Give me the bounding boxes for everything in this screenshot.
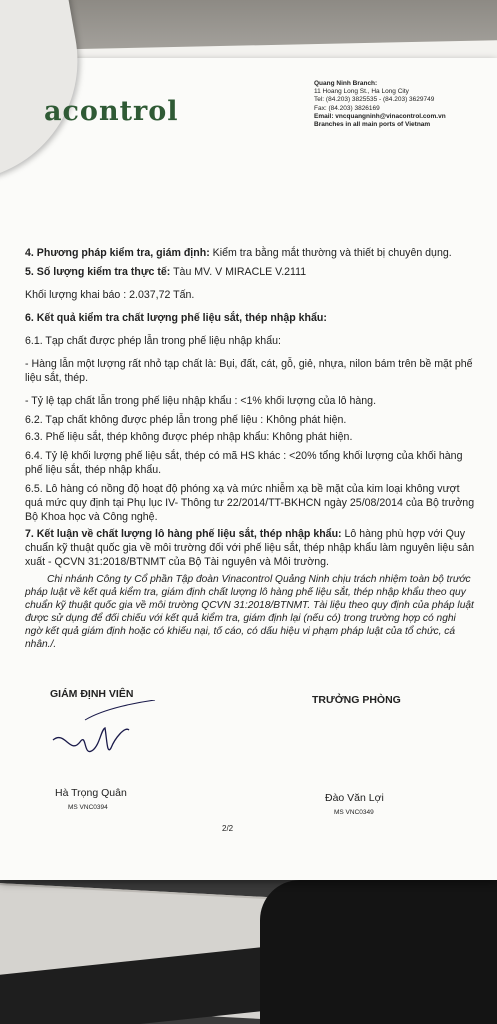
manager-id: MS VNC0349 [334, 809, 374, 816]
section-6-2: 6.2. Tạp chất không được phép lẫn trong phế liệu : Không phát hiện. [25, 414, 347, 426]
section-6-1b: - Tỷ lệ tạp chất lẫn trong phế liệu nhập khẩu : <1% khối lượng của lô hàng. [25, 395, 377, 407]
branch-fax: Fax: (84.203) 3826169 [314, 104, 380, 112]
handwritten-signature [45, 700, 165, 770]
section-6-4: 6.4. Tỷ lệ khối lượng phế liệu sắt, thép có mã HS khác : <20% tổng khối lượng của khối hàng phế liệu sắt, thép nhập khẩu. [25, 450, 463, 476]
section-6-1: 6.1. Tạp chất được phép lẫn trong phế liệu nhập khẩu: [25, 335, 281, 347]
inspector-name: Hà Trọng Quân [55, 787, 127, 799]
inspector-title: GIÁM ĐỊNH VIÊN [50, 688, 134, 700]
section-6-1a: - Hàng lẫn một lượng rất nhỏ tạp chất là: Bụi, đất, cát, gỗ, giẻ, nhựa, nilon bám trên bề mặt phế liệu sắt, thép. [25, 358, 473, 384]
section-5-text: Tàu MV. V MIRACLE V.2111 [170, 266, 307, 278]
section-5 [25, 265, 475, 279]
page-number: 2/2 [222, 824, 234, 833]
branch-address: 11 Hoang Long St., Ha Long City [314, 88, 409, 96]
branch-ports: Branches in all main ports of Vietnam [314, 121, 431, 129]
branch-tel: Tel: (84.203) 3825535 - (84.203) 3629749 [314, 96, 435, 104]
branch-email: Email: vncquangninh@vinacontrol.com.vn [314, 112, 446, 120]
document-body [25, 246, 475, 651]
branch-title: Quang Ninh Branch: [314, 80, 378, 87]
section-7 [25, 527, 475, 569]
section-7-text: Lô hàng phù hợp với Quy chuẩn kỹ thuật quốc gia về môi trường đối với phế liệu sắt, thép nhập khẩu làm nguyên liệu sản xuất - QCVN 31:2018/BTNMT của Bộ Tài nguyên và Môi trường. [25, 528, 475, 568]
section-6-5: 6.5. Lô hàng có nồng độ hoạt độ phóng xạ và mức nhiễm xạ bề mặt của kim loại không vượt quá mức quy định tại Phụ lục IV- Thông tư 22/2014/TT-BKHCN ngày 25/08/2014 của Bộ trưởng Bộ Khoa học và Công nghệ. [25, 483, 475, 523]
section-5-title: 5. Số lượng kiểm tra thực tế: [25, 266, 171, 278]
dark-cloth [260, 880, 497, 1024]
branch-info [314, 80, 446, 129]
manager-name: Đào Văn Lợi [325, 792, 384, 804]
section-6-3: 6.3. Phế liệu sắt, thép không được phép nhập khẩu: Không phát hiện. [25, 431, 353, 443]
manager-title: TRƯỞNG PHÒNG [312, 694, 401, 706]
declared-weight: Khối lượng khai báo : 2.037,72 Tấn. [25, 289, 195, 301]
section-6-title: 6. Kết quả kiểm tra chất lượng phế liệu sắt, thép nhập khẩu: [25, 312, 327, 324]
inspector-id: MS VNC0394 [68, 804, 108, 811]
section-4-title: 4. Phương pháp kiểm tra, giám định: [25, 247, 210, 259]
disclaimer: Chi nhánh Công ty Cổ phần Tập đoàn Vinacontrol Quảng Ninh chịu trách nhiệm toàn bộ trước pháp luật về kết quả kiểm tra, giám định chất lượng lô hàng phế liệu sắt, thép nhập khẩu theo quy chuẩn kỹ thuật quốc gia về môi trường QCVN 31:2018/BTNMT. Tài liệu theo quy định của pháp luật được sử dụng để đối chiếu với kết quả kiểm tra, giám định lại (nếu có) trong trường hợp có nghi ngờ kết quả giám định hoặc có khiếu nại, tố cáo, có dấu hiệu vi phạm pháp luật của tổ chức, cá nhân./. [25, 574, 474, 650]
section-7-title: 7. Kết luận về chất lượng lô hàng phế liệu sắt, thép nhập khẩu: [25, 528, 342, 540]
section-4 [25, 246, 475, 260]
section-4-text: Kiểm tra bằng mắt thường và thiết bị chuyên dụng. [209, 247, 452, 259]
company-logo: acontrol [44, 96, 179, 127]
